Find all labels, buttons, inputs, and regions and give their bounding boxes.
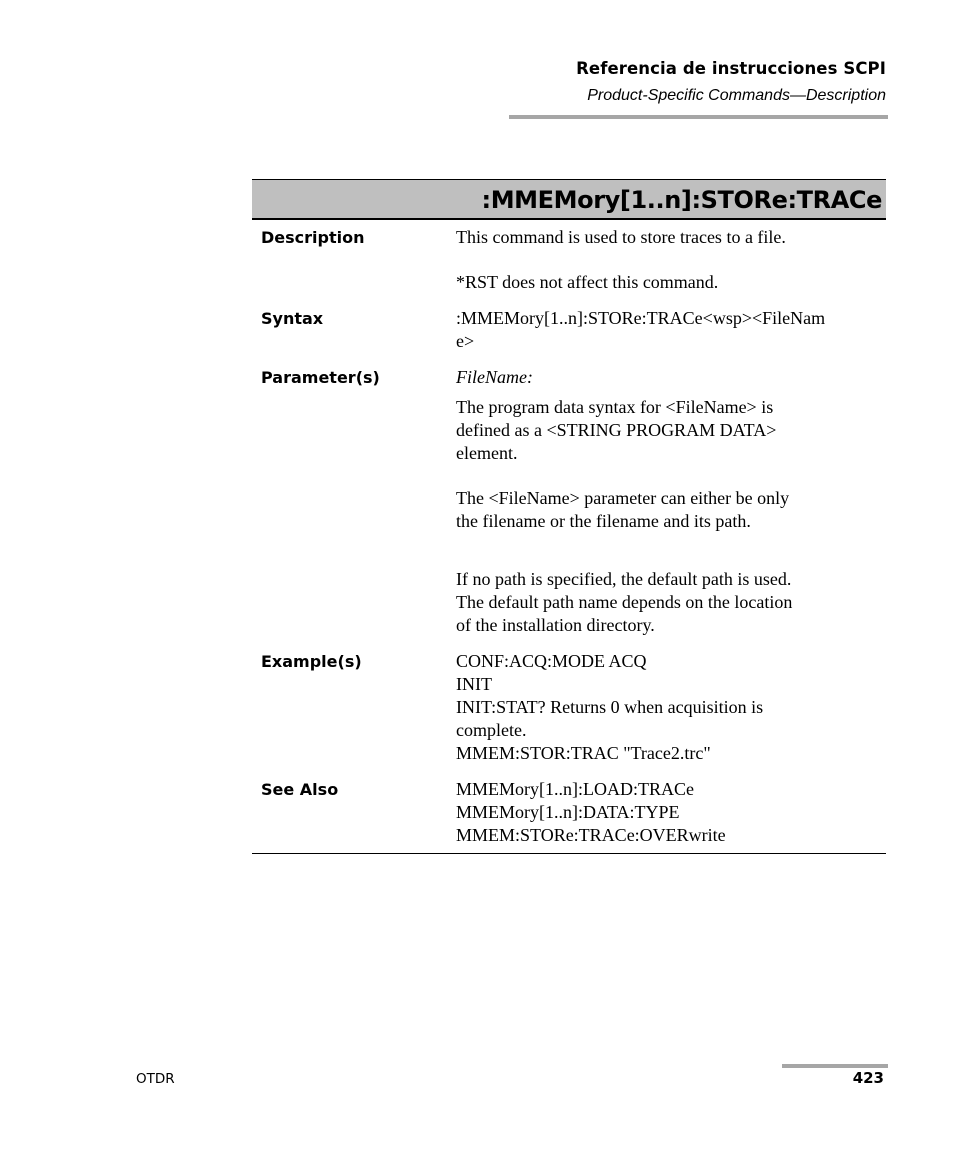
- row-parameters: [252, 366, 886, 637]
- page-header: [576, 58, 886, 106]
- description-rst-note: *RST does not affect this command.: [456, 272, 719, 292]
- command-rows: [252, 220, 886, 854]
- row-label-parameters: Parameter(s): [261, 368, 380, 387]
- row-label-see-also: See Also: [261, 780, 339, 799]
- example-line: INIT:STAT? Returns 0 when acquisition is: [456, 697, 764, 717]
- parameter-paragraph-line: of the installation directory.: [456, 615, 655, 635]
- row-examples: [252, 650, 886, 765]
- row-description: [252, 220, 886, 294]
- see-also-line: MMEM:STORe:TRACe:OVERwrite: [456, 825, 726, 845]
- example-line: CONF:ACQ:MODE ACQ: [456, 651, 647, 671]
- command-title-bar: [252, 179, 886, 220]
- row-syntax: [252, 307, 886, 353]
- row-see-also: [252, 778, 886, 847]
- command-block: [252, 179, 886, 854]
- description-text: This command is used to store traces to a file.: [456, 227, 786, 247]
- see-also-line: MMEMory[1..n]:LOAD:TRACe: [456, 779, 694, 799]
- example-line: INIT: [456, 674, 492, 694]
- parameter-paragraph-line: If no path is specified, the default path is used.: [456, 569, 792, 589]
- header-title: Referencia de instrucciones SCPI: [576, 59, 886, 78]
- row-label-description: Description: [261, 228, 365, 247]
- example-line: MMEM:STOR:TRAC "Trace2.trc": [456, 743, 711, 763]
- syntax-line: :MMEMory[1..n]:STORe:TRACe<wsp><FileNam: [456, 308, 826, 328]
- parameter-paragraph-line: the filename or the filename and its path.: [456, 511, 751, 531]
- row-content-description: [456, 226, 878, 294]
- parameter-paragraph-line: The default path name depends on the location: [456, 592, 793, 612]
- footer-rule: [782, 1064, 888, 1068]
- row-content-parameters: [456, 366, 878, 637]
- parameter-paragraph-line: element.: [456, 443, 518, 463]
- page-number: 423: [852, 1069, 884, 1087]
- footer-product-name: OTDR: [136, 1071, 175, 1087]
- syntax-line: e>: [456, 331, 475, 351]
- parameter-paragraph-line: The program data syntax for <FileName> is: [456, 397, 774, 417]
- see-also-line: MMEMory[1..n]:DATA:TYPE: [456, 802, 680, 822]
- parameter-name: FileName:: [456, 367, 533, 387]
- header-rule: [509, 115, 888, 119]
- command-title: :MMEMory[1..n]:STORe:TRACe: [481, 186, 882, 214]
- header-subtitle: Product-Specific Commands—Description: [587, 87, 886, 104]
- parameter-paragraph-line: The <FileName> parameter can either be only: [456, 488, 790, 508]
- row-label-syntax: Syntax: [261, 309, 324, 328]
- row-content-see-also: [456, 778, 878, 847]
- parameter-paragraph-line: defined as a <STRING PROGRAM DATA>: [456, 420, 777, 440]
- row-label-examples: Example(s): [261, 652, 362, 671]
- row-content-examples: [456, 650, 878, 765]
- example-line: complete.: [456, 720, 527, 740]
- row-content-syntax: [456, 307, 878, 353]
